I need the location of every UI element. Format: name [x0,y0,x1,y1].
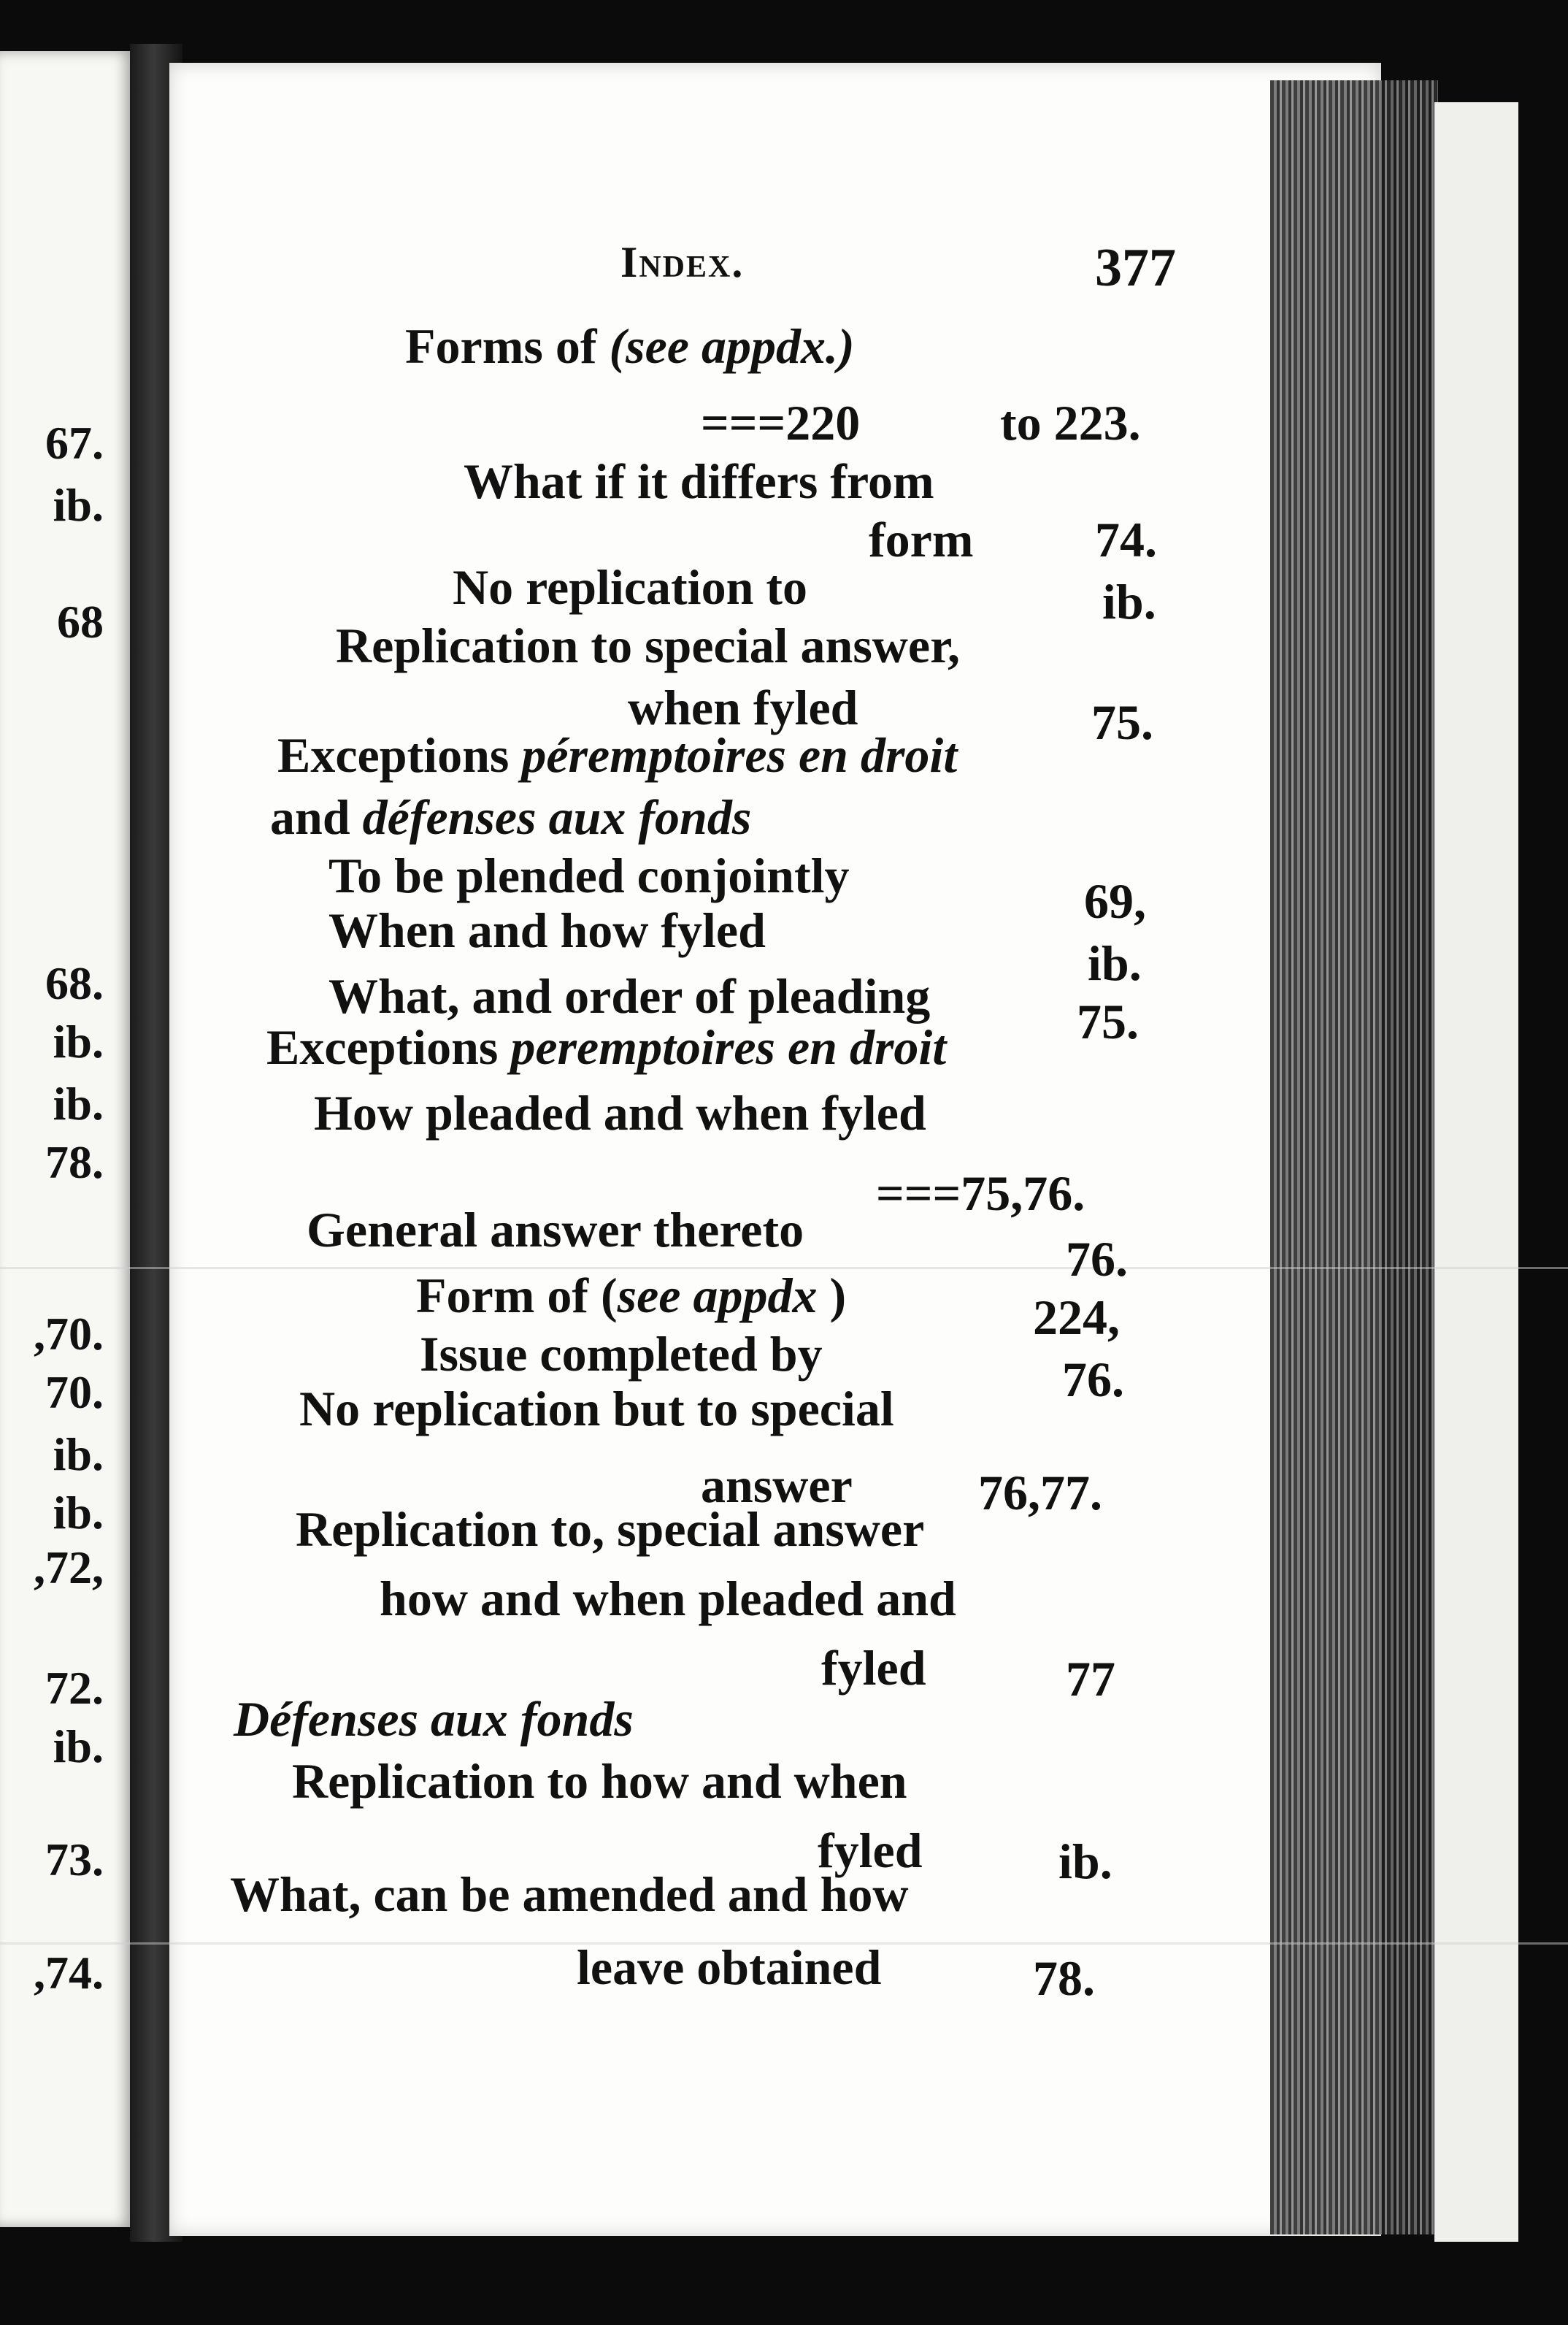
index-reference: ===75,76. [876,1165,1085,1221]
left-margin-number: 68. [45,957,104,1009]
left-facing-page [0,51,133,2227]
index-entry: When and how fyled [328,903,766,958]
left-margin-number: ib. [53,1016,104,1068]
left-margin-number: ib. [53,1078,104,1130]
left-margin-number: ,70. [34,1308,104,1360]
index-reference: 75. [1077,994,1139,1049]
index-entry: How pleaded and when fyled [314,1085,926,1141]
index-entry: What, and order of pleading [328,968,931,1024]
index-entry: No replication but to special [299,1381,894,1436]
left-margin-number: 67. [45,417,104,469]
index-entry: ===220 [701,395,861,451]
index-entry: Exceptions peremptoires en droit [266,1019,947,1075]
index-entry: leave obtained [577,1939,882,1995]
index-entry: answer [701,1458,853,1513]
index-entry: Forms of (see appdx.) [405,318,855,374]
index-entry: Replication to special answer, [336,618,961,673]
index-reference: 78. [1033,1950,1095,2006]
left-margin-number: ib. [53,1720,104,1772]
index-entry: Form of (see appdx ) [416,1268,847,1323]
index-entry: how and when pleaded and [380,1571,956,1626]
left-margin-number: 78. [45,1136,104,1188]
left-margin-number: 72. [45,1662,104,1714]
index-reference: to 223. [1000,395,1141,451]
index-entry: General answer thereto [307,1202,804,1257]
index-entry: Exceptions péremptoires en droit [277,727,958,783]
index-reference: 76,77. [978,1465,1102,1520]
index-reference: 74. [1095,512,1157,567]
index-entry: No replication to [453,559,808,615]
index-entry: fyled [821,1640,926,1696]
left-margin-number: 70. [45,1366,104,1418]
index-entry: when fyled [628,680,858,735]
left-margin-number: ,72, [34,1541,104,1593]
index-entry: Défenses aux fonds [234,1691,634,1747]
index-reference: ib. [1088,935,1142,991]
index-entry: and défenses aux fonds [270,789,752,845]
back-page-strip [1434,102,1518,2242]
index-reference: 69, [1084,873,1146,929]
index-entry: Replication to, special answer [296,1501,925,1557]
index-reference: 76. [1062,1352,1124,1407]
index-reference: ib. [1058,1834,1112,1889]
index-entry: form [869,512,974,567]
page-number: 377 [1095,238,1176,298]
left-margin-number: 73. [45,1834,104,1885]
index-entry: What if it differs from [464,453,934,509]
index-reference: 75. [1091,694,1153,750]
index-entry: fyled [818,1823,923,1878]
index-reference: 224, [1033,1290,1120,1345]
index-reference: 76. [1066,1231,1128,1287]
left-margin-number: 68 [57,596,104,648]
page-edges [1270,80,1438,2234]
index-reference: 77 [1066,1651,1115,1707]
running-head-title: Index. [620,238,745,286]
left-margin-number: ib. [53,479,104,531]
index-entry: What, can be amended and how [230,1866,909,1922]
index-reference: ib. [1102,574,1156,629]
left-margin-number: ib. [53,1487,104,1539]
left-margin-number: ib. [53,1428,104,1480]
index-entry: Issue completed by [420,1326,823,1382]
index-entry: Replication to how and when [292,1753,907,1809]
index-entry: To be plended conjointly [328,848,850,903]
left-margin-number: ,74. [34,1947,104,1999]
